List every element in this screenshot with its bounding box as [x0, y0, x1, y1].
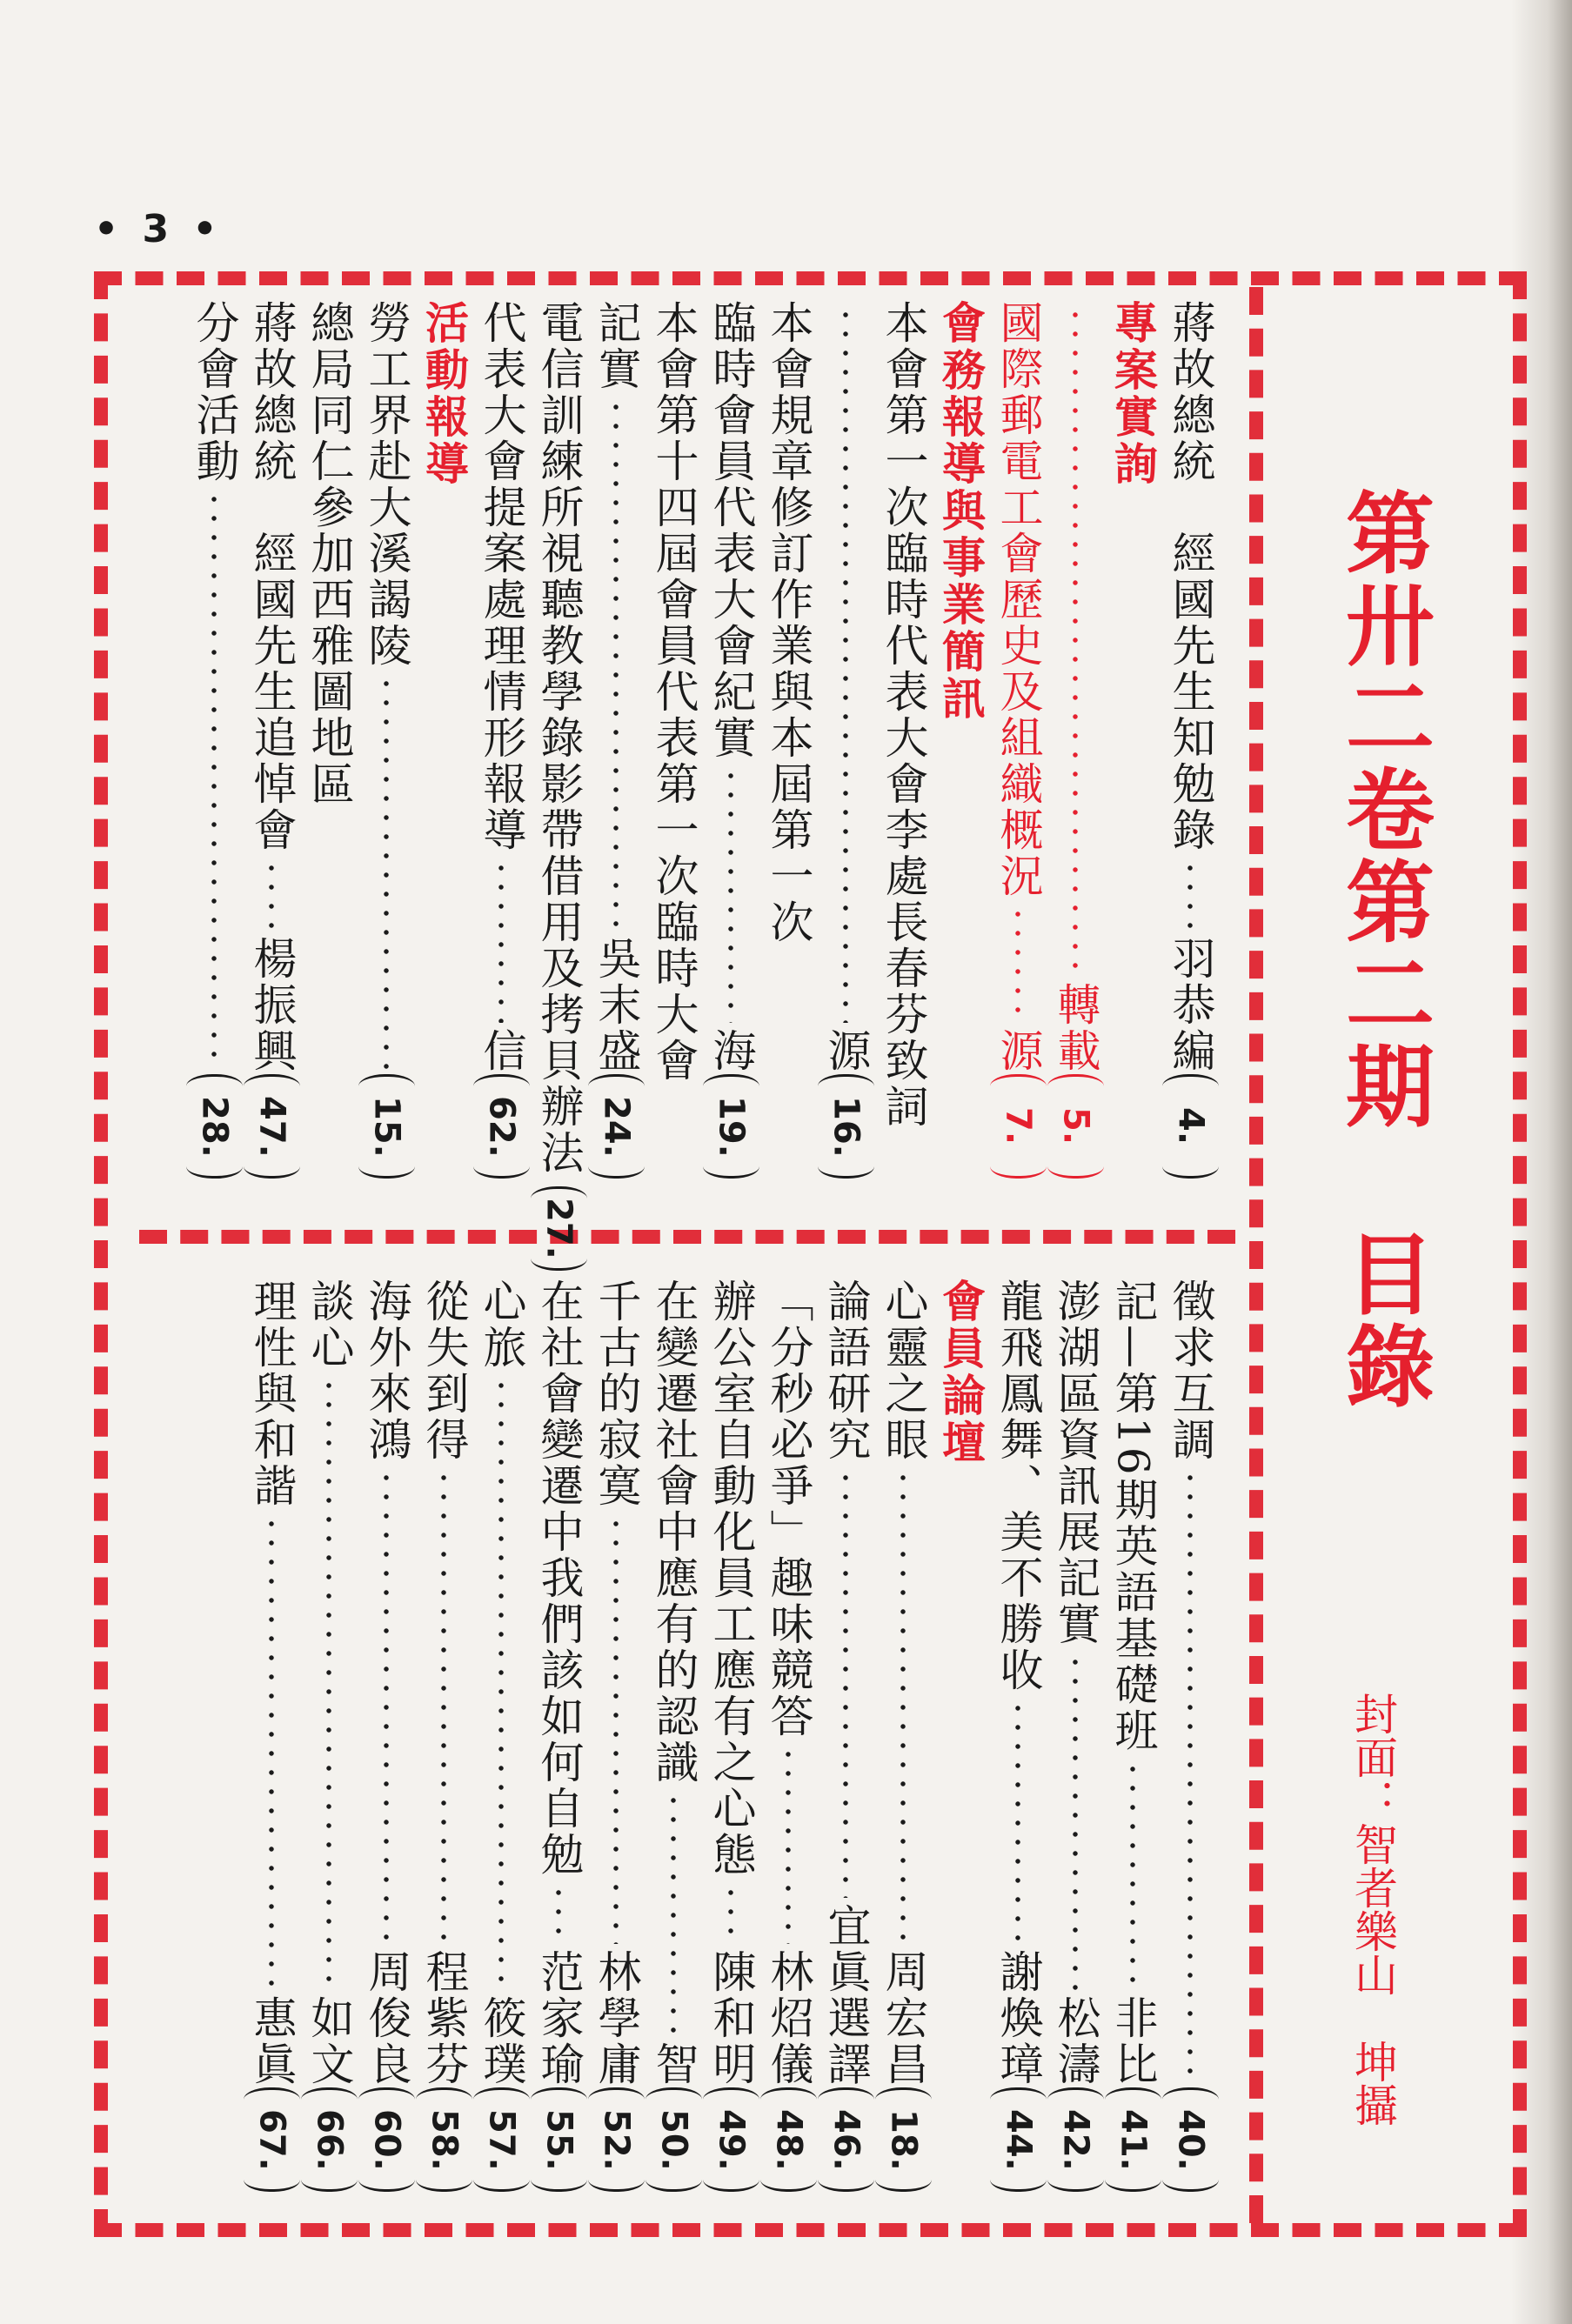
toc-dot-leader [1047, 305, 1104, 977]
toc-entry[interactable] [817, 300, 874, 1179]
toc-page-number: 57. [473, 2087, 530, 2192]
toc-page-number: 27. [531, 1186, 587, 1271]
toc-entry-title: 澎湖區資訊展記實 [1050, 1279, 1101, 1647]
toc-entry-title: 「分秒必爭」趣味競答 [763, 1279, 814, 1740]
toc-entry-title: 臨時會員代表大會紀實 [706, 300, 757, 761]
toc-page-number: 62. [473, 1074, 530, 1179]
toc-entry[interactable] [472, 1279, 530, 2192]
toc-dot-leader [358, 1468, 415, 1944]
toc-section-heading: 活動報導 [418, 300, 470, 488]
toc-entry-title: 本會第十四屆會員代表第一次臨時大會 [648, 300, 699, 1084]
issue-title: 第卅二卷第二期 [1331, 487, 1435, 1132]
toc-entry-author: 林炤儀 [763, 1949, 814, 2087]
toc-page-number: 28. [186, 1074, 243, 1179]
toc-entry-title: 理性與和諧 [246, 1279, 298, 1509]
toc-entry-title: 總局同仁參加西雅圖地區 [304, 300, 355, 807]
toc-entry[interactable] [415, 1279, 472, 2192]
toc-dot-leader [243, 1514, 300, 1990]
toc-entry-title: 勞工界赴大溪謁陵 [361, 300, 412, 669]
toc-dot-leader [243, 858, 300, 931]
toc-entry-author: 周宏昌 [878, 1949, 929, 2087]
toc-entry-author: 源 [820, 1028, 872, 1074]
toc-page-number: 60. [358, 2087, 415, 2192]
toc-entry-author: 陳和明 [706, 1949, 757, 2087]
toc-entry-title: 本會第一次臨時代表大會李處長春芬致詞 [878, 300, 929, 1130]
toc-dot-leader [587, 397, 645, 931]
toc-entry-title: 千古的寂寞 [591, 1279, 642, 1509]
toc-entry-title: 龍飛鳳舞、美不勝收 [993, 1279, 1044, 1693]
toc-entry[interactable] [472, 300, 530, 1179]
toc-page-number: 50. [646, 2087, 702, 2192]
toc-page-number: 66. [301, 2087, 358, 2192]
toc-entry[interactable] [989, 300, 1047, 1179]
toc-section-heading: 會員論壇 [935, 1279, 987, 1466]
cover-credit: 封面：智者樂山 坤攝 [1348, 1692, 1398, 2127]
toc-entry-author: 信 [476, 1028, 527, 1074]
toc-entry-title: 心靈之眼 [878, 1279, 929, 1463]
vertical-divider [1249, 287, 1263, 2223]
toc-dot-leader [989, 905, 1047, 1023]
toc-entry[interactable] [243, 1279, 300, 2192]
toc-entry-title: 從失到得 [418, 1279, 470, 1463]
toc-entry-title: 談心 [304, 1279, 355, 1371]
toc-page-number: 15. [358, 1074, 415, 1179]
toc-page-number: 42. [1047, 2087, 1104, 2192]
toc-page-number: 16. [818, 1074, 874, 1179]
toc-page-number: 48. [760, 2087, 817, 2192]
toc-page-number: 41. [1105, 2087, 1161, 2192]
toc-dot-leader [874, 1468, 932, 1944]
toc-entry-author: 如文 [304, 1995, 355, 2087]
toc-page-number: 40. [1162, 2087, 1219, 2192]
toc-entry-title: 在變遷社會中應有的認識 [648, 1279, 699, 1786]
toc-dot-leader [1104, 1760, 1161, 1990]
toc-entry-title: 國際郵電工會歷史及組織概況 [993, 300, 1044, 899]
toc-entry-author: 筱璞 [476, 1995, 527, 2087]
toc-page-number: 46. [818, 2087, 874, 2192]
toc-entry[interactable] [874, 1279, 932, 2192]
toc-page-number: 58. [416, 2087, 472, 2192]
toc-dot-leader [185, 490, 243, 1069]
toc-entry-author: 程紫芬 [418, 1949, 470, 2087]
toc-entry-title: 在社會變遷中我們該如何自勉 [533, 1279, 585, 1878]
toc-top-panel [185, 300, 1219, 1259]
toc-dot-leader [759, 1745, 817, 1944]
toc-entry[interactable] [759, 1279, 817, 2192]
toc-entry[interactable] [645, 300, 702, 1179]
toc-entry-author: 智 [648, 2041, 699, 2087]
toc-dot-leader [472, 1376, 530, 1990]
toc-page-number: 67. [244, 2087, 300, 2192]
toc-entry-author: 楊振興 [246, 936, 298, 1074]
toc-entry-title: 蔣故總統 經國先生追悼會 [246, 300, 298, 853]
toc-page-number: 18. [875, 2087, 932, 2192]
toc-section-heading: 專案實詢 [1107, 300, 1159, 488]
toc-entry-author: 羽恭編 [1165, 936, 1216, 1074]
toc-entry-title: 蔣故總統 經國先生知勉錄 [1165, 300, 1216, 853]
toc-page-number: 47. [244, 1074, 300, 1179]
toc-entry[interactable] [300, 1279, 358, 2192]
toc-entry[interactable] [358, 1279, 415, 2192]
toc-dot-leader [989, 1699, 1047, 1944]
toc-entry[interactable] [1161, 300, 1219, 1179]
toc-page-number: 19. [703, 1074, 759, 1179]
toc-entry[interactable] [358, 300, 415, 1179]
toc-entry-title: 本會規章修訂作業與本屆第一次 [763, 300, 814, 945]
toc-entry-title: 記—第16期英語基礎班 [1107, 1279, 1159, 1754]
toc-entry-title: 徵求互調 [1165, 1279, 1216, 1463]
toc-entry[interactable] [587, 1279, 645, 2192]
toc-page-number: 7. [990, 1074, 1047, 1179]
toc-entry-author: 吳末盛 [591, 936, 642, 1074]
toc-dot-leader [702, 766, 759, 1023]
toc-entry-author: 源 [993, 1028, 1044, 1074]
toc-page-number: 4. [1162, 1074, 1219, 1179]
toc-entry[interactable] [817, 1279, 874, 2192]
toc-entry[interactable] [1047, 1279, 1104, 2192]
toc-page-number: 52. [588, 2087, 645, 2192]
toc-dot-leader [645, 1791, 702, 2036]
toc-entry-title: 電信訓練所視聽教學錄影帶借用及拷貝辦法 [533, 300, 585, 1176]
toc-dot-leader [530, 1883, 587, 1944]
toc-entry-author: 轉載 [1050, 982, 1101, 1074]
toc-dot-leader [300, 1376, 358, 1990]
toc-entry-author: 謝煥璋 [993, 1949, 1044, 2087]
toc-entry[interactable] [702, 1279, 759, 2192]
toc-dot-leader [702, 1883, 759, 1944]
toc-page-number: 49. [703, 2087, 759, 2192]
toc-entry-author: 非比 [1107, 1995, 1159, 2087]
toc-entry-title: 記實 [591, 300, 642, 392]
toc-dot-leader [817, 305, 874, 1023]
toc-entry-author: 周俊良 [361, 1949, 412, 2087]
toc-entry[interactable] [759, 300, 817, 1179]
toc-entry[interactable] [587, 300, 645, 1179]
toc-dot-leader [817, 1468, 874, 1898]
toc-entry-title: 心旅 [476, 1279, 527, 1371]
toc-section-heading: 會務報導與事業簡訊 [935, 300, 987, 723]
toc-entry[interactable] [243, 300, 300, 1179]
toc-dot-leader [1161, 858, 1219, 931]
toc-page-number: 24. [588, 1074, 645, 1179]
toc-dot-leader [1161, 1468, 1219, 2082]
toc-entry[interactable] [530, 1279, 587, 2192]
toc-page-number: 44. [990, 2087, 1047, 2192]
toc-dot-leader [415, 1468, 472, 1944]
toc-entry[interactable] [702, 300, 759, 1179]
toc-entry[interactable] [1047, 300, 1104, 1179]
toc-entry-author: 松濤 [1050, 1995, 1101, 2087]
toc-page-number: 5. [1047, 1074, 1104, 1179]
toc-page-number: 55. [531, 2087, 587, 2192]
toc-entry[interactable] [185, 300, 243, 1179]
toc-entry[interactable] [300, 300, 358, 1179]
toc-entry-title: 海外來鴻 [361, 1279, 412, 1463]
toc-entry[interactable] [989, 1279, 1047, 2192]
toc-entry-author: 惠眞 [246, 1995, 298, 2087]
toc-entry-author: 宜眞選譯 [820, 1903, 872, 2087]
toc-entry-author: 林學庸 [591, 1949, 642, 2087]
toc-entry-title: 代表大會提案處理情形報導 [476, 300, 527, 853]
toc-bottom-panel [243, 1279, 1219, 2192]
toc-entry-title: 論語研究 [820, 1279, 872, 1463]
toc-dot-leader [587, 1514, 645, 1944]
toc-entry-title: 分會活動 [189, 300, 240, 484]
page-number: • 3 • [94, 207, 223, 251]
toc-entry-author: 范家瑜 [533, 1949, 585, 2087]
toc-entry[interactable] [1104, 1279, 1161, 2192]
toc-dot-leader [1047, 1653, 1104, 1990]
toc-entry[interactable] [645, 1279, 702, 2192]
issue-heading [1331, 487, 1435, 1412]
horizontal-divider [139, 1230, 1235, 1244]
toc-dot-leader [358, 674, 415, 1069]
toc-entry[interactable] [874, 300, 932, 1179]
toc-label: 目錄 [1331, 1228, 1435, 1412]
toc-entry-author: 海 [706, 1028, 757, 1074]
toc-dot-leader [472, 858, 530, 1023]
toc-entry-title: 辦公室自動化員工應有之心態 [706, 1279, 757, 1878]
toc-entry[interactable] [530, 300, 587, 1259]
toc-entry[interactable] [1161, 1279, 1219, 2192]
